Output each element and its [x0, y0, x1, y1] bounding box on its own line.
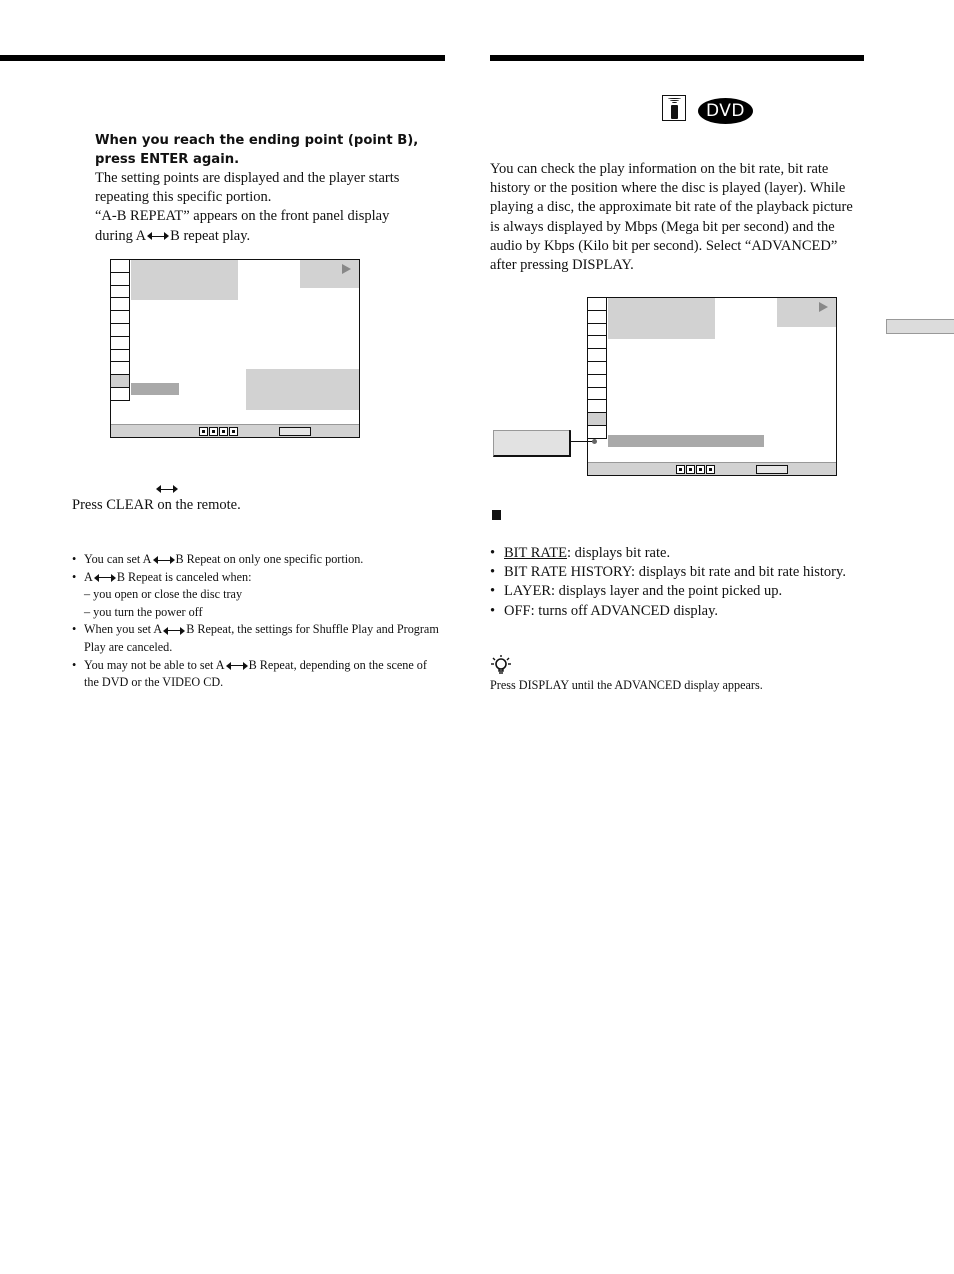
tip-bulb-icon — [490, 654, 512, 676]
bullet: • — [490, 583, 496, 600]
remote-icon — [662, 95, 686, 121]
osd-screen-advanced — [587, 297, 837, 476]
ab-arrow-icon — [153, 556, 175, 564]
osd-enter-button — [279, 427, 311, 436]
top-rule-left — [0, 55, 445, 61]
text-run: B Repeat, the settings for Shuffle Play and Program Play are canceled. — [84, 622, 439, 654]
note-item — [72, 569, 442, 622]
dvd-badge: DVD — [698, 98, 753, 124]
osd-title-area — [608, 298, 715, 339]
note-subitem: – you open or close the disc tray — [84, 587, 243, 602]
ab-arrow-icon — [147, 232, 169, 240]
step-body-line — [95, 227, 440, 246]
osd-enter-button — [756, 465, 788, 474]
option-label: LAYER — [504, 583, 551, 600]
step-body — [95, 169, 440, 246]
option-desc: : displays bit rate. — [566, 545, 671, 561]
step-heading: When you reach the ending point (point B), press ENTER again. — [95, 133, 419, 167]
bullet: • — [72, 552, 77, 566]
option-label: BIT RATE — [504, 545, 567, 561]
text-run: You may not be able to set A — [84, 657, 225, 672]
text-run: B Repeat on only one specific portion. — [175, 552, 364, 566]
text-run: during A — [95, 227, 147, 244]
option-item — [490, 602, 850, 621]
play-icon — [819, 302, 828, 312]
press-clear-text: Press CLEAR on the remote. — [72, 497, 241, 513]
text-run: B repeat play. — [170, 227, 251, 244]
bullet: • — [72, 657, 77, 672]
option-desc: : displays layer and the point picked up. — [551, 583, 783, 600]
note-item — [72, 621, 442, 656]
bullet: • — [490, 564, 496, 581]
option-item — [490, 582, 850, 601]
bullet: • — [490, 545, 496, 561]
option-item — [490, 563, 850, 582]
intro-paragraph: You can check the play information on the bit rate, bit rate history or the position where the disc is played (layer). While playing a disc, the approximate bit rate of the playback picture is always displayed by Mbps (Mega bit per second) and the audio by Kbps (Kilo bit per second). Select “ADVANCED” after pressing DISPLAY. — [490, 161, 853, 274]
osd-screen-ab-repeat — [110, 259, 360, 438]
osd-title-area — [131, 260, 238, 300]
bullet: • — [490, 602, 496, 619]
option-label: BIT RATE HISTORY — [504, 564, 632, 581]
option-item — [490, 544, 850, 563]
note-item — [72, 551, 442, 569]
bullet: • — [72, 569, 77, 584]
osd-nav-keys — [676, 465, 715, 474]
bullet: • — [72, 622, 77, 637]
osd-icon-column — [588, 298, 607, 439]
step-body-line: “A-B REPEAT” appears on the front panel display — [95, 208, 390, 225]
square-bullet — [492, 510, 501, 520]
text-run: A — [84, 569, 93, 584]
osd-advanced-item — [608, 435, 764, 447]
options-list — [490, 544, 850, 621]
text-run: You can set A — [84, 552, 152, 566]
chapter-side-tab — [886, 319, 954, 334]
callout-dot — [592, 439, 597, 444]
note-item — [72, 657, 442, 692]
osd-selected-item — [131, 383, 179, 395]
text-run: When you set A — [84, 622, 163, 637]
osd-nav-keys — [199, 427, 238, 436]
text-run: B Repeat is canceled when: — [116, 569, 252, 584]
text-run: B Repeat, depending on the scene of the DVD or the VIDEO CD. — [84, 657, 427, 690]
ab-arrow-icon — [94, 574, 116, 582]
option-label: OFF — [504, 602, 531, 619]
tip-text: Press DISPLAY until the ADVANCED display appears. — [490, 678, 763, 692]
ab-arrow-icon — [163, 627, 185, 635]
advanced-callout-box — [493, 430, 571, 457]
play-icon — [342, 264, 351, 274]
osd-icon-column — [111, 260, 130, 401]
ab-arrow-icon — [226, 662, 248, 670]
top-rule-right — [490, 55, 864, 61]
notes-list — [72, 551, 442, 692]
osd-submenu — [246, 369, 359, 410]
note-subitem: – you turn the power off — [84, 604, 203, 619]
option-desc: : turns off ADVANCED display. — [530, 602, 719, 619]
option-desc: : displays bit rate and bit rate history. — [631, 564, 846, 581]
step-body-line: The setting points are displayed and the player starts repeating this specific portion. — [95, 170, 400, 206]
